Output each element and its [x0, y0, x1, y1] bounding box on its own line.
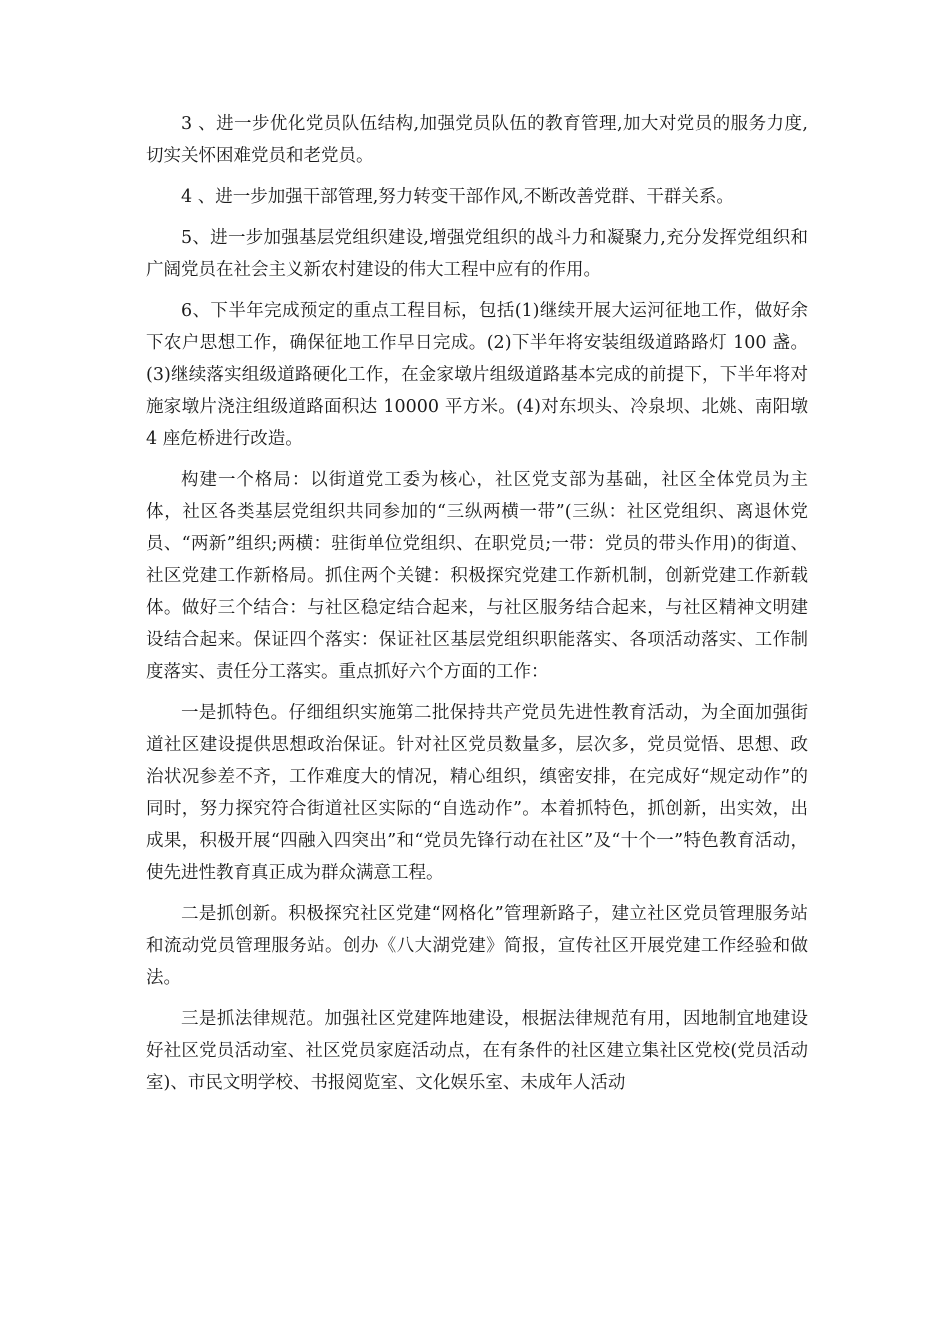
paragraph-item-6: 6、下半年完成预定的重点工程目标，包括(1)继续开展大运河征地工作，做好余下农户思想工作，确保征地工作早日完成。(2)下半年将安装组级道路路灯 100 盏。(3)继续落实组级道路硬化工作，在金家墩片组级道路基本完成的前提下，下半年将对施家墩片浇注组级道路面积达 10000 平方米。(4)对东坝头、冷泉坝、北姚、南阳墩 4 座危桥进行改造。 — [146, 301, 808, 449]
paragraph-first-focus: 一是抓特色。仔细组织实施第二批保持共产党员先进性教育活动，为全面加强街道社区建设提供思想政治保证。针对社区党员数量多，层次多，党员觉悟、思想、政治状况参差不齐，工作难度大的情况，精心组织，缜密安排，在完成好“规定动作”的同时，努力探究符合街道社区实际的“自选动作”。本着抓特色，抓创新，出实效，出成果，积极开展“四融入四突出”和“党员先锋行动在社区”及“十个一”特色教育活动，使先进性教育真正成为群众满意工程。 — [146, 703, 808, 883]
paragraph-framework: 构建一个格局：以街道党工委为核心，社区党支部为基础，社区全体党员为主体，社区各类基层党组织共同参加的“三纵两横一带”(三纵：社区党组织、离退休党员、“两新”组织;两横：驻街单位党组织、在职党员;一带：党员的带头作用)的街道、社区党建工作新格局。抓住两个关键：积极探究党建工作新机制，创新党建工作新载体。做好三个结合：与社区稳定结合起来，与社区服务结合起来，与社区精神文明建设结合起来。保证四个落实：保证社区基层党组织职能落实、各项活动落实、工作制度落实、责任分工落实。重点抓好六个方面的工作： — [146, 470, 808, 682]
paragraph-item-5: 5、进一步加强基层党组织建设,增强党组织的战斗力和凝聚力,充分发挥党组织和广阔党员在社会主义新农村建设的伟大工程中应有的作用。 — [146, 228, 808, 280]
paragraph-item-3: 3 、进一步优化党员队伍结构,加强党员队伍的教育管理,加大对党员的服务力度,切实关怀困难党员和老党员。 — [146, 114, 808, 166]
paragraph-third-focus: 三是抓法律规范。加强社区党建阵地建设，根据法律规范有用，因地制宜地建设好社区党员活动室、社区党员家庭活动点，在有条件的社区建立集社区党校(党员活动室)、市民文明学校、书报阅览室、文化娱乐室、未成年人活动 — [146, 1009, 808, 1093]
paragraph-item-4: 4 、进一步加强干部管理,努力转变干部作风,不断改善党群、干群关系。 — [181, 187, 734, 207]
document-body — [146, 108, 808, 1108]
paragraph-second-focus: 二是抓创新。积极探究社区党建“网格化”管理新路子，建立社区党员管理服务站和流动党员管理服务站。创办《八大湖党建》简报，宣传社区开展党建工作经验和做法。 — [146, 904, 808, 988]
